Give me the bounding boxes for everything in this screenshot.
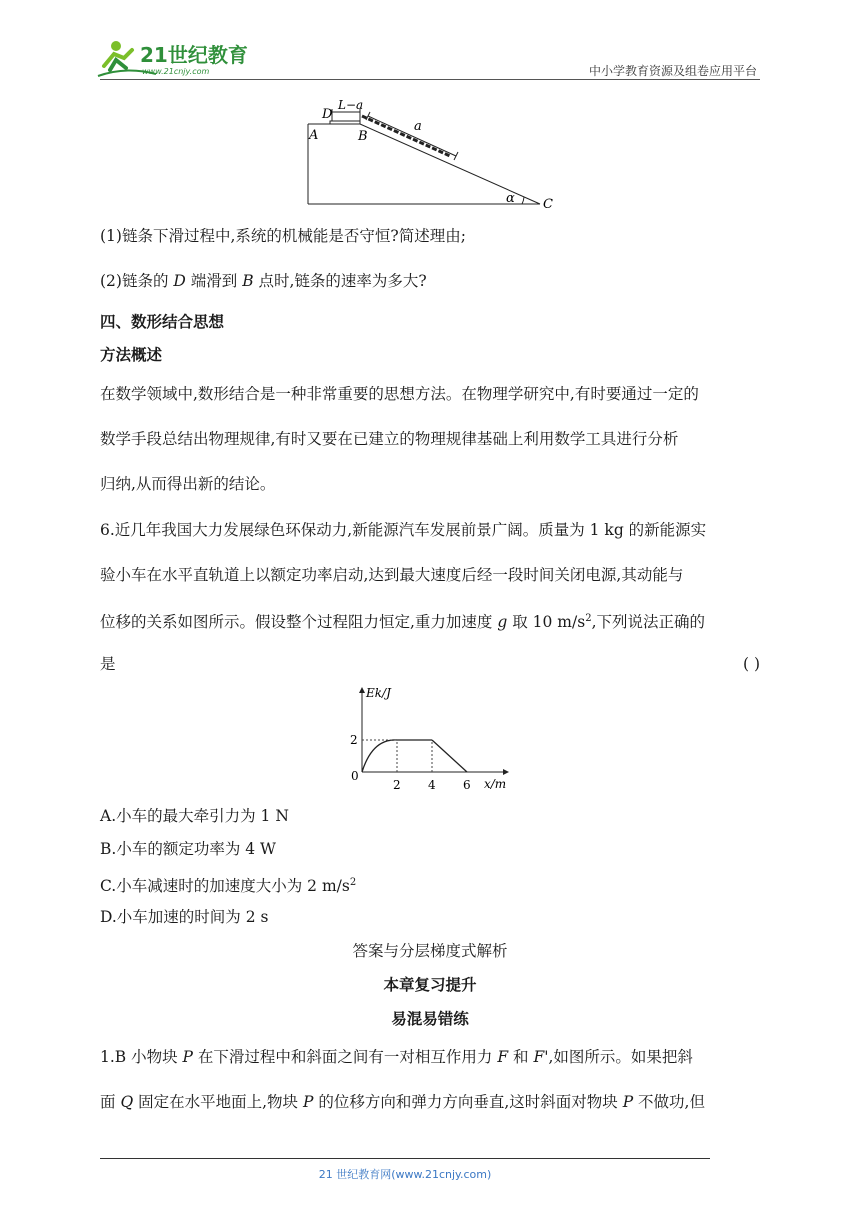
platform-name: 中小学教育资源及组卷应用平台 bbox=[588, 64, 757, 78]
label-B: B bbox=[358, 129, 368, 144]
answer-bracket: ( ) bbox=[742, 655, 760, 673]
question-part-2: (2)链条的 D 端滑到 B 点时,链条的速率为多大? bbox=[100, 272, 427, 290]
ek-x-chart bbox=[340, 684, 520, 796]
answer1-line-2: 面 Q 固定在水平地面上,物块 P 的位移方向和弹力方向垂直,这时斜面对物块 P 不做功,但 bbox=[100, 1093, 705, 1111]
question6-line-3: 位移的关系如图所示。假设整个过程阻力恒定,重力加速度 g 取 10 $m/s^2$,下列说法正确的 bbox=[100, 613, 705, 632]
method-line-3: 归纳,从而得出新的结论。 bbox=[100, 475, 276, 493]
question6-line-1: 6.近几年我国大力发展绿色环保动力,新能源汽车发展前景广阔。质量为 1 kg 的新能源实 bbox=[100, 521, 707, 539]
option-c[interactable]: C.小车减速时的加速度大小为 2 $m/s^2$ bbox=[100, 877, 357, 896]
x-tick-label: 2 bbox=[393, 778, 401, 792]
label-L-minus-a: L−a bbox=[338, 98, 364, 112]
series-segment-fall bbox=[432, 740, 467, 772]
x-axis-label: x/m bbox=[484, 777, 507, 791]
answer1-line-1: 1.B 小物块 P 在下滑过程中和斜面之间有一对相互作用力 F 和 F',如图所示。如果把斜 bbox=[100, 1048, 693, 1066]
method-title: 方法概述 bbox=[100, 346, 163, 364]
x-tick-label: 6 bbox=[463, 778, 471, 792]
origin-label: 0 bbox=[351, 769, 359, 783]
label-A: A bbox=[309, 128, 319, 143]
label-D: D bbox=[322, 107, 333, 122]
method-line-1: 在数学领域中,数形结合是一种非常重要的思想方法。在物理学研究中,有时要通过一定的 bbox=[100, 385, 699, 403]
header-divider bbox=[100, 79, 760, 80]
question6-line-2: 验小车在水平直轨道上以额定功率启动,达到最大速度后经一段时间关闭电源,其动能与 bbox=[100, 566, 684, 584]
footer-divider bbox=[100, 1158, 710, 1159]
label-a: a bbox=[414, 119, 422, 134]
question-part-1: (1)链条下滑过程中,系统的机械能是否守恒?简述理由; bbox=[100, 227, 466, 245]
footer-link[interactable]: 21 世纪教育网(www.21cnjy.com) bbox=[318, 1168, 492, 1181]
site-logo[interactable] bbox=[96, 36, 266, 80]
incline-figure bbox=[300, 94, 570, 214]
chapter-title: 本章复习提升 bbox=[383, 976, 477, 994]
answer-section-title: 答案与分层梯度式解析 bbox=[352, 942, 508, 960]
option-d[interactable]: D.小车加速的时间为 2 s bbox=[100, 908, 269, 926]
series-curve-rise bbox=[362, 740, 397, 772]
y-tick-label: 2 bbox=[350, 733, 358, 747]
subsection-title: 易混易错练 bbox=[391, 1010, 469, 1028]
logo-text: 21世纪教育 bbox=[140, 43, 248, 67]
runner-logo-icon bbox=[96, 36, 266, 80]
x-tick-label: 4 bbox=[428, 778, 436, 792]
option-a[interactable]: A.小车的最大牵引力为 1 N bbox=[100, 807, 289, 825]
logo-url: www.21cnjy.com bbox=[142, 67, 210, 76]
question6-line-4: 是 ( ) bbox=[100, 655, 760, 673]
section-heading: 四、数形结合思想 bbox=[100, 313, 225, 331]
label-alpha: α bbox=[506, 191, 515, 206]
label-C: C bbox=[543, 197, 553, 212]
y-axis-label: Ek/J bbox=[366, 686, 391, 700]
method-line-2: 数学手段总结出物理规律,有时又要在已建立的物理规律基础上利用数学工具进行分析 bbox=[100, 430, 679, 448]
option-b[interactable]: B.小车的额定功率为 4 W bbox=[100, 840, 276, 858]
